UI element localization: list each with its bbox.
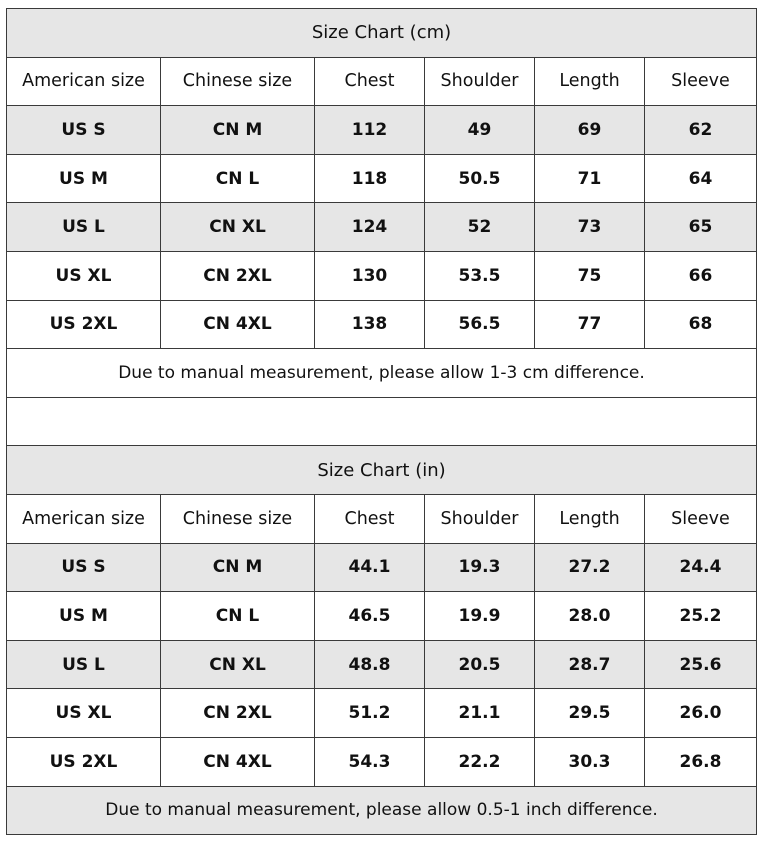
size-chart-table: [6, 8, 757, 835]
column-header-sleeve: Sleeve: [645, 494, 757, 543]
table-row: [7, 689, 757, 738]
table-cell: US 2XL: [7, 300, 161, 349]
in-note-row: [7, 786, 757, 835]
table-cell: 56.5: [425, 300, 535, 349]
table-cell: 28.7: [535, 640, 645, 689]
table-cell: 73: [535, 203, 645, 252]
table-cell: CN M: [161, 106, 315, 155]
table-cell: CN L: [161, 592, 315, 641]
table-cell: 49: [425, 106, 535, 155]
cm-chart-title: Size Chart (cm): [7, 9, 757, 58]
column-header-chest: Chest: [315, 494, 425, 543]
table-cell: 48.8: [315, 640, 425, 689]
table-cell: 27.2: [535, 543, 645, 592]
column-header-chinese-size: Chinese size: [161, 57, 315, 106]
table-cell: 28.0: [535, 592, 645, 641]
table-cell: 118: [315, 154, 425, 203]
column-header-length: Length: [535, 494, 645, 543]
in-chart-title: Size Chart (in): [7, 446, 757, 495]
table-cell: 26.0: [645, 689, 757, 738]
table-cell: US S: [7, 106, 161, 155]
table-row: [7, 251, 757, 300]
column-header-american-size: American size: [7, 494, 161, 543]
table-cell: CN 2XL: [161, 689, 315, 738]
table-cell: US 2XL: [7, 737, 161, 786]
table-cell: CN XL: [161, 203, 315, 252]
table-cell: 20.5: [425, 640, 535, 689]
table-row: [7, 106, 757, 155]
table-row: [7, 737, 757, 786]
table-cell: 22.2: [425, 737, 535, 786]
table-cell: US XL: [7, 689, 161, 738]
table-cell: US M: [7, 592, 161, 641]
table-row: [7, 640, 757, 689]
table-cell: US M: [7, 154, 161, 203]
table-cell: 75: [535, 251, 645, 300]
column-header-american-size: American size: [7, 57, 161, 106]
table-cell: 24.4: [645, 543, 757, 592]
table-cell: 62: [645, 106, 757, 155]
cm-title-row: [7, 9, 757, 58]
table-row: [7, 154, 757, 203]
column-header-sleeve: Sleeve: [645, 57, 757, 106]
table-cell: 66: [645, 251, 757, 300]
table-row: [7, 203, 757, 252]
table-row: [7, 592, 757, 641]
table-cell: 19.9: [425, 592, 535, 641]
table-cell: 77: [535, 300, 645, 349]
table-cell: 25.6: [645, 640, 757, 689]
column-header-chest: Chest: [315, 57, 425, 106]
table-cell: 65: [645, 203, 757, 252]
table-cell: 130: [315, 251, 425, 300]
table-row: [7, 543, 757, 592]
table-cell: CN XL: [161, 640, 315, 689]
column-header-length: Length: [535, 57, 645, 106]
table-cell: CN L: [161, 154, 315, 203]
table-cell: US L: [7, 203, 161, 252]
cm-header-row: [7, 57, 757, 106]
table-cell: US S: [7, 543, 161, 592]
cm-note-row: [7, 349, 757, 398]
table-cell: CN 4XL: [161, 300, 315, 349]
table-cell: CN 4XL: [161, 737, 315, 786]
table-cell: 138: [315, 300, 425, 349]
table-cell: 52: [425, 203, 535, 252]
column-header-shoulder: Shoulder: [425, 494, 535, 543]
spacer-cell: [7, 397, 757, 446]
table-cell: 53.5: [425, 251, 535, 300]
table-row: [7, 300, 757, 349]
table-cell: 69: [535, 106, 645, 155]
table-cell: US L: [7, 640, 161, 689]
table-cell: 19.3: [425, 543, 535, 592]
spacer-row: [7, 397, 757, 446]
table-cell: 124: [315, 203, 425, 252]
table-cell: 44.1: [315, 543, 425, 592]
table-cell: CN 2XL: [161, 251, 315, 300]
table-cell: 29.5: [535, 689, 645, 738]
table-cell: 51.2: [315, 689, 425, 738]
table-cell: CN M: [161, 543, 315, 592]
column-header-shoulder: Shoulder: [425, 57, 535, 106]
table-cell: 54.3: [315, 737, 425, 786]
table-cell: 112: [315, 106, 425, 155]
table-cell: 64: [645, 154, 757, 203]
table-cell: 26.8: [645, 737, 757, 786]
table-cell: 68: [645, 300, 757, 349]
table-cell: 30.3: [535, 737, 645, 786]
cm-measurement-note: Due to manual measurement, please allow 1-3 cm difference.: [7, 349, 757, 398]
in-title-row: [7, 446, 757, 495]
table-cell: 21.1: [425, 689, 535, 738]
table-cell: 50.5: [425, 154, 535, 203]
table-cell: 46.5: [315, 592, 425, 641]
table-cell: 71: [535, 154, 645, 203]
in-measurement-note: Due to manual measurement, please allow 0.5-1 inch difference.: [7, 786, 757, 835]
table-cell: 25.2: [645, 592, 757, 641]
table-cell: US XL: [7, 251, 161, 300]
column-header-chinese-size: Chinese size: [161, 494, 315, 543]
in-header-row: [7, 494, 757, 543]
